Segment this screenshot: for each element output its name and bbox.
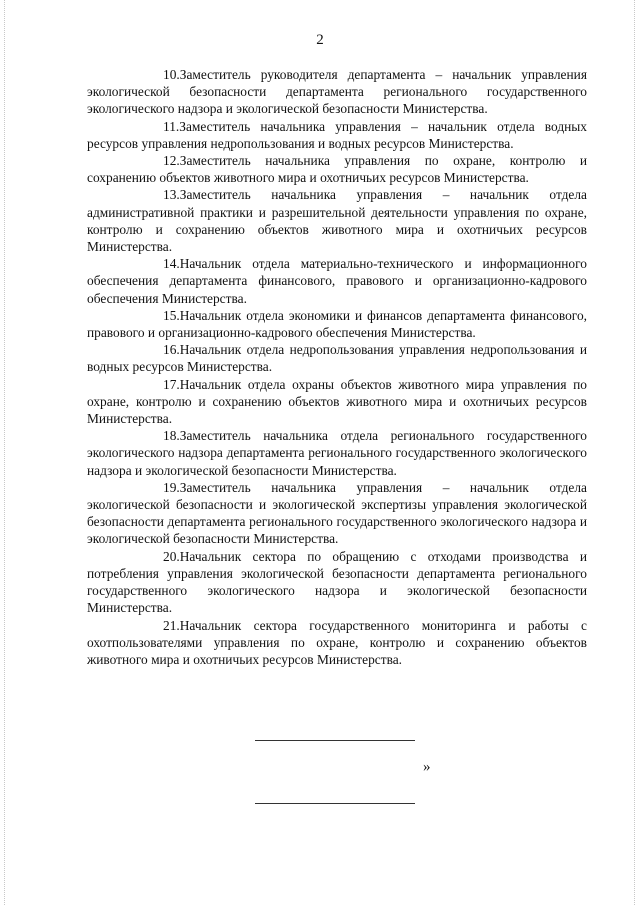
closing-quote: »	[423, 759, 431, 775]
list-item	[87, 186, 587, 255]
separator-line-bottom	[255, 803, 415, 804]
item-text: Заместитель начальника управления – начальник отдела экологической безопасности и экологической экспертизы управления экологической безопасности департамента регионального государственного экологического надзора и экологической безопасности Министерства.	[87, 479, 587, 547]
item-number: 16.	[163, 342, 180, 358]
list-item	[87, 427, 587, 479]
item-text: Заместитель начальника управления – начальник отдела административной практики и разрешительной деятельности управления по охране, контролю и сохранению объектов животного мира и охотничьих ресурсов Министерства.	[87, 187, 587, 255]
item-text: Начальник отдела экономики и финансов департамента финансового, правового и организационно-кадрового обеспечения Министерства.	[87, 307, 587, 341]
item-text: Заместитель начальника отдела регионального государственного экологического надзора департамента регионального государственного экологического надзора и экологической безопасности Министерства.	[87, 428, 587, 478]
item-number: 11.	[163, 118, 180, 134]
item-text: Заместитель руководителя департамента – начальник управления экологической безопасности департамента регионального государственного экологического надзора и экологической безопасности Министерства.	[87, 67, 587, 117]
item-number: 19.	[163, 479, 180, 495]
item-text: Заместитель начальника управления – начальник отдела водных ресурсов управления недропользования и водных ресурсов Министерства.	[87, 118, 587, 151]
scan-edge-right	[634, 0, 636, 905]
list-item	[87, 376, 587, 428]
item-number: 14.	[163, 256, 180, 272]
separator-line-top	[255, 740, 415, 741]
page-number: 2	[316, 32, 324, 48]
item-text: Начальник отдела охраны объектов животного мира управления по охране, контролю и сохранению объектов животного мира и охотничьих ресурсов Министерства.	[87, 376, 587, 427]
list-item	[87, 152, 587, 186]
list-item	[87, 255, 587, 307]
item-number: 21.	[163, 617, 180, 633]
list-item	[87, 341, 587, 375]
item-text: Начальник отдела материально-технического и информационного обеспечения департамента финансового, правового и организационно-кадрового обеспечения Министерства.	[87, 256, 587, 306]
item-text: Начальник сектора по обращению с отходами производства и потребления управления экологической безопасности департамента регионального государственного экологического надзора и экологической безопасности Министерства.	[87, 548, 587, 616]
item-number: 20.	[163, 548, 180, 564]
list-item	[87, 307, 587, 341]
list-item	[87, 617, 587, 669]
item-number: 13.	[163, 187, 180, 203]
item-text: Начальник сектора государственного мониторинга и работы с охотпользователями управления по охране, контролю и сохранению объектов животного мира и охотничьих ресурсов Министерства.	[87, 617, 587, 667]
item-number: 18.	[163, 428, 180, 444]
list-item	[87, 66, 587, 118]
item-text: Начальник отдела недропользования управления недропользования и водных ресурсов Министерства.	[87, 342, 587, 375]
list-item	[87, 118, 587, 152]
position-list	[87, 66, 587, 668]
item-text: Заместитель начальника управления по охране, контролю и сохранению объектов животного мира и охотничьих ресурсов Министерства.	[87, 153, 587, 186]
scan-edge-left	[4, 0, 6, 905]
item-number: 17.	[163, 376, 180, 392]
item-number: 10.	[163, 67, 180, 82]
item-number: 15.	[163, 307, 180, 323]
list-item	[87, 548, 587, 617]
list-item	[87, 479, 587, 548]
item-number: 12.	[163, 153, 180, 169]
